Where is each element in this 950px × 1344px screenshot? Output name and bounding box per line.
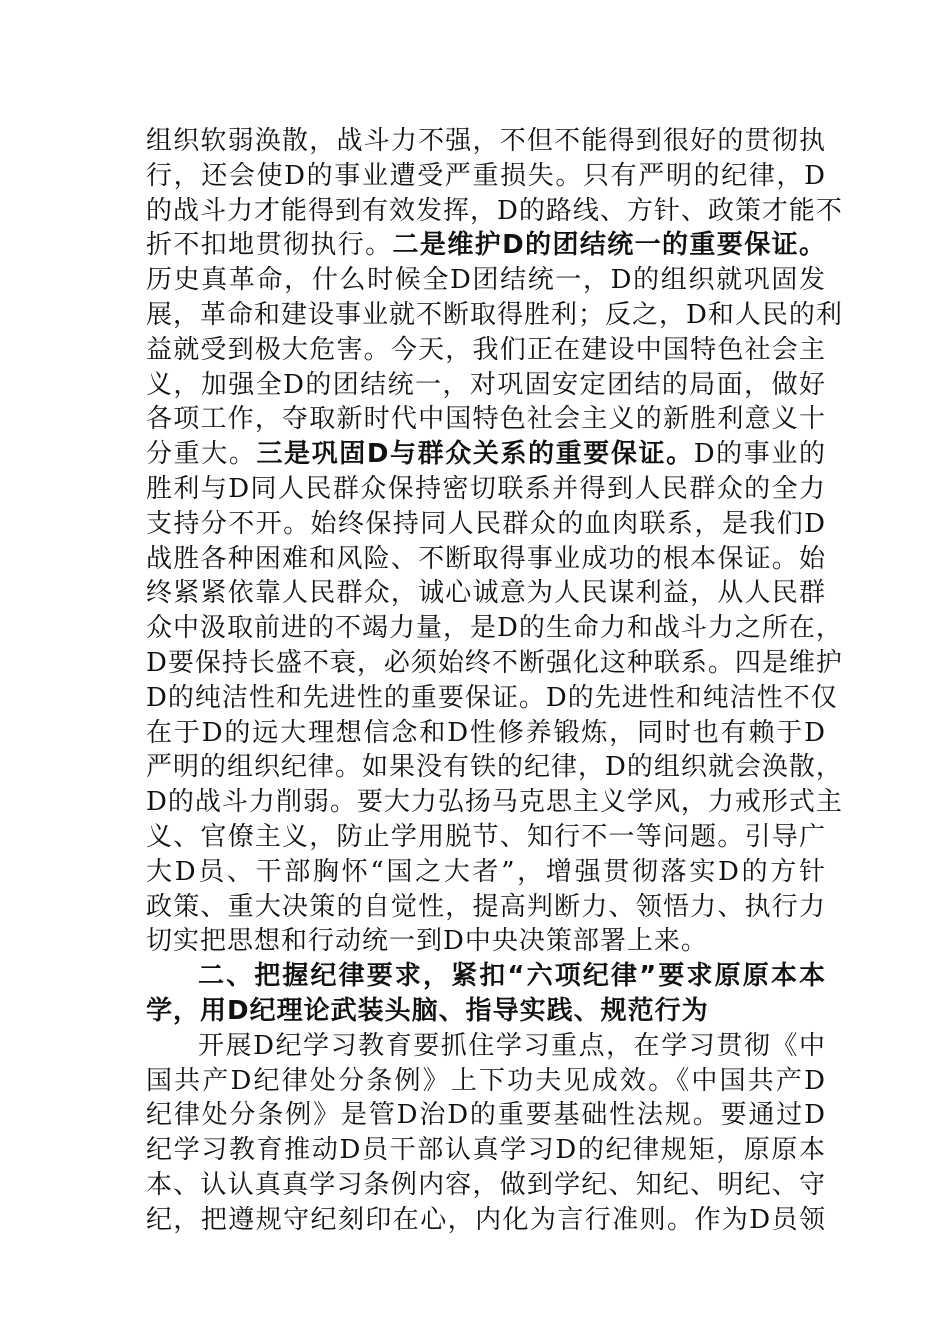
text-line: 本、认认真真学习条例内容，做到学纪、知纪、明纪、守 [146, 1169, 826, 1200]
text-line: 纪，把遵规守纪刻印在心，内化为言行准则。作为D员领 [146, 1204, 826, 1235]
text-line: 支持分不开。始终保持同人民群众的血肉联系，是我们D [146, 508, 826, 539]
text-line [146, 437, 826, 472]
plain-text: 折不扣地贯彻执行。 [146, 230, 393, 261]
text-line: 各项工作，夺取新时代中国特色社会主义的新胜利意义十 [146, 404, 826, 435]
plain-text: 分重大。 [146, 439, 257, 470]
text-line: 义、官僚主义，防止学用脱节、知行不一等问题。引导广 [146, 821, 826, 852]
text-line: 纪律处分条例》是管D治D的重要基础性法规。要通过D [146, 1100, 826, 1131]
text-line: 国共产D纪律处分条例》上下功夫见成效。《中国共产D [146, 1065, 826, 1096]
text-line: 纪学习教育推动D员干部认真学习D的纪律规矩，原原本 [146, 1135, 826, 1166]
bold-point-three: 三是巩固D与群众关系的重要保证。 [256, 439, 694, 470]
text-line: 组织软弱涣散，战斗力不强，不但不能得到很好的贯彻执 [146, 126, 826, 156]
text-line: D的战斗力削弱。要大力弘扬马克思主义学风，力戒形式主 [146, 787, 843, 818]
text-line: 的战斗力才能得到有效发挥，D的路线、方针、政策才能不 [146, 195, 843, 226]
section-heading: 学，用D纪理论武装头脑、指导实践、规范行为 [146, 995, 709, 1026]
text-line: 义，加强全D的团结统一，对巩固安定团结的局面，做好 [146, 369, 826, 400]
plain-text: D的事业的 [693, 439, 826, 470]
text-line: 益就受到极大危害。今天，我们正在建设中国特色社会主 [146, 334, 826, 365]
text-line: 行，还会使D的事业遭受严重损失。只有严明的纪律，D [146, 160, 826, 191]
body-text [146, 124, 843, 1238]
text-line: D的纯洁性和先进性的重要保证。D的先进性和纯洁性不仅 [146, 682, 838, 713]
text-line: 历史真革命，什么时候全D团结统一，D的组织就巩固发 [146, 265, 826, 296]
text-line: 战胜各种困难和风险、不断取得事业成功的根本保证。始 [146, 543, 826, 574]
text-line: 在于D的远大理想信念和D性修养锻炼，同时也有赖于D [146, 717, 826, 748]
text-line: 严明的组织纪律。如果没有铁的纪律，D的组织就会涣散， [146, 752, 843, 783]
text-line: 胜利与D同人民群众保持密切联系并得到人民群众的全力 [146, 473, 826, 504]
text-line: 大D员、干部胸怀“国之大者”，增强贯彻落实D的方针 [146, 856, 826, 887]
section-heading: 二、把握纪律要求，紧扣“六项纪律”要求原原本本 [198, 961, 826, 992]
text-line: 开展D纪学习教育要抓住学习重点，在学习贯彻《中 [198, 1030, 826, 1061]
bold-point-two: 二是维护D的团结统一的重要保证。 [392, 230, 826, 261]
text-line: 政策、重大决策的自觉性，提高判断力、领悟力、执行力 [146, 891, 826, 922]
text-line [146, 228, 826, 263]
text-line: 切实把思想和行动统一到D中央决策部署上来。 [146, 926, 708, 957]
text-line: 终紧紧依靠人民群众，诚心诚意为人民谋利益，从人民群 [146, 578, 826, 609]
text-line: 展，革命和建设事业就不断取得胜利；反之，D和人民的利 [146, 299, 843, 330]
text-line: D要保持长盛不衰，必须始终不断强化这种联系。四是维护 [146, 647, 843, 678]
text-line: 众中汲取前进的不竭力量，是D的生命力和战斗力之所在， [146, 613, 843, 644]
